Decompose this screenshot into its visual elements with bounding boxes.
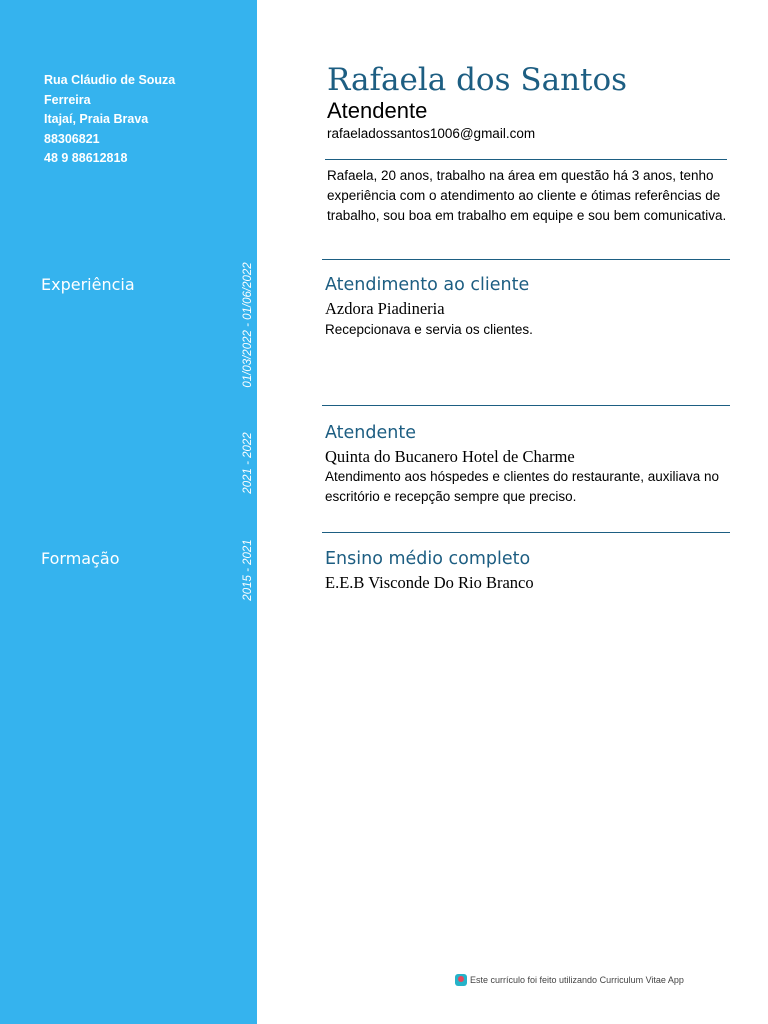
education-1-dates: 2015 - 2021 [242,539,254,601]
education-heading: Formação [41,549,120,568]
experience-1-title: Atendimento ao cliente [325,275,530,295]
postal-code: 88306821 [44,131,100,146]
address-line-2: Ferreira [44,92,91,107]
candidate-role: Atendente [327,98,428,123]
candidate-email: rafaeladossantos1006@gmail.com [327,126,536,141]
address-line-1: Rua Cláudio de Souza [44,73,176,87]
phone-number: 48 9 88612818 [44,151,128,166]
divider [322,532,730,533]
contact-block [44,71,244,169]
experience-2-title: Atendente [325,423,416,443]
experience-1-company: Azdora Piadineria [325,299,445,318]
experience-2-company: Quinta do Bucanero Hotel de Charme [325,447,575,466]
experience-heading: Experiência [41,275,135,294]
divider [322,259,730,260]
experience-1-dates: 01/03/2022 - 01/06/2022 [242,262,254,388]
footer-text: Este currículo foi feito utilizando Curriculum Vitae App [470,975,684,985]
footer-credit [455,974,684,986]
city: Itajaí, Praia Brava [44,112,149,127]
app-logo-icon [455,974,467,986]
education-1-title: Ensino médio completo [325,549,531,569]
profile-summary: Rafaela, 20 anos, trabalho na área em questão há 3 anos, tenho experiência com o atendimento ao cliente e ótimas referências de trabalho, sou boa em trabalho em equipe e sou bem comunicativa. [327,168,727,223]
experience-2-description: Atendimento aos hóspedes e clientes do restaurante, auxiliava no escritório e recepção sempre que preciso. [325,469,720,504]
divider [325,159,727,160]
divider [322,405,730,406]
education-1-school: E.E.B Visconde Do Rio Branco [325,573,534,592]
candidate-name: Rafaela dos Santos [327,62,628,98]
sidebar [0,0,257,1024]
experience-2-dates: 2021 - 2022 [242,432,254,494]
experience-1-description: Recepcionava e servia os clientes. [325,322,533,337]
